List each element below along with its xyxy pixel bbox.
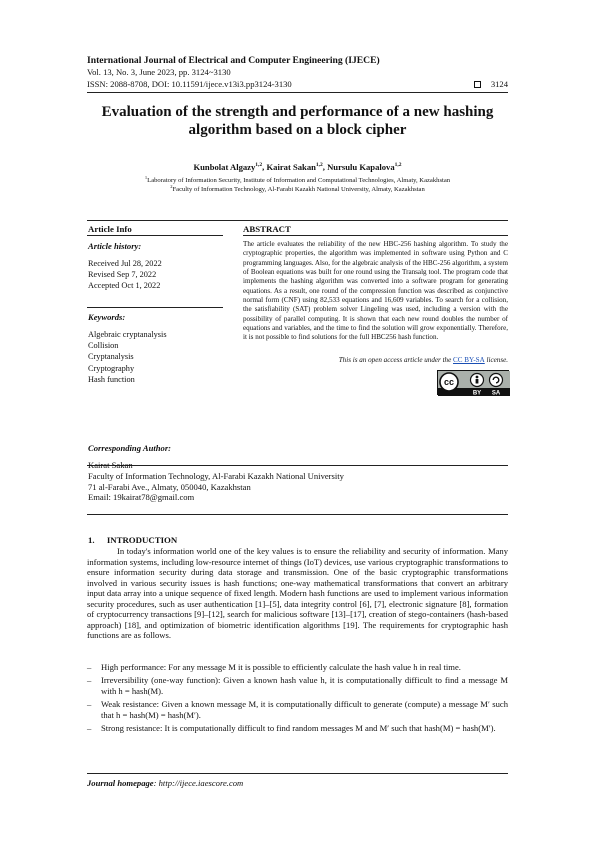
issn-doi: ISSN: 2088-8708, DOI: 10.11591/ijece.v13i3.pp3124-3130 <box>87 79 292 89</box>
license-post: license. <box>486 356 508 364</box>
bullet-text: High performance: For any message M it is possible to efficiently calculate the hash value h in real time. <box>101 662 461 672</box>
author-name: Kairat Sakan <box>266 162 316 172</box>
corresponding-heading: Corresponding Author: <box>88 443 172 453</box>
bullet-text: Strong resistance: It is computationally difficult to find random messages M and M′ such that hash(M) = hash(M′). <box>101 723 496 733</box>
dash-marker: – <box>87 675 92 685</box>
author-list: Kunbolat Algazy$^{1,2}$, Kairat Sakan$^{1,2}$, Nursulu Kapalova$^{1,2}$ <box>193 162 402 172</box>
author-sup: 1,2 <box>255 162 263 169</box>
keyword-item: Hash function <box>88 374 135 384</box>
abstract-heading: ABSTRACT <box>243 224 291 234</box>
intro-paragraph: In today's information world one of the key values is to ensure the reliability and security of information. Many information systems, including low-resource internet of things (IoT) devices, use various cryptographic transformations to ensure information security during data storage and transmission. One of the basic cryptographic transformations involved in various security issues is hash functions; one-way mathematical transformations that convert an arbitrary input data array into a unique sequence of fixed length. Modern hash functions are used to implement various information security procedures, such as user authentication [1]–[5], data integrity control [6], [7], electronic signature [8], formation of cryptocurrency transactions [9]–[12], search for malicious software [13]–[17], creation of stego-containers (hash-based approach) [18], and optimization of biometric identification algorithms [19]. The requirements for cryptographic hash functions are as follows. <box>87 546 508 641</box>
keywords-heading: Keywords: <box>88 312 126 322</box>
keyword-item: Cryptography <box>88 363 135 373</box>
accepted-date: Accepted Oct 1, 2022 <box>88 281 161 291</box>
revised-date: Revised Sep 7, 2022 <box>88 270 157 280</box>
homepage-label: Journal homepage <box>87 778 154 788</box>
affiliation-2 <box>87 184 508 193</box>
section-number: 1. <box>88 535 95 545</box>
corresponding-faculty: Faculty of Information Technology, Al-Farabi Kazakh National University <box>88 470 344 481</box>
bullet-text: Irreversibility (one-way function): Given a known hash value h, it is computationally difficult to find a message M with h = hash(M). <box>101 675 508 696</box>
by-text: BY <box>472 390 482 396</box>
bullet-item <box>87 662 508 673</box>
volume-info: Vol. 13, No. 3, June 2023, pp. 3124~3130 <box>87 67 231 77</box>
paper-title: Evaluation of the strength and performance of a new hashing algorithm based on a block cipher <box>101 104 494 138</box>
cc-text: cc <box>443 377 455 387</box>
affil-sup: 2 <box>170 184 173 189</box>
bullet-item <box>87 723 508 734</box>
bullet-item <box>87 699 508 720</box>
dash-marker: – <box>87 699 92 709</box>
page-number: 3124 <box>490 79 508 89</box>
info-top-rule <box>87 220 508 221</box>
keyword-item: Algebraic cryptanalysis <box>88 330 167 339</box>
homepage-url[interactable]: : http://ijece.iaescore.com <box>153 778 244 788</box>
sa-text: SA <box>491 390 501 396</box>
keyword-item: Collision <box>88 341 119 351</box>
author-sup: 1,2 <box>315 162 323 169</box>
author-sup: 1,2 <box>394 162 402 169</box>
license-line <box>243 356 508 364</box>
info-bottom-rule <box>87 514 508 515</box>
cc-badge-icon <box>438 371 510 396</box>
corresponding-address: 71 al-Farabi Ave., Almaty, 050040, Kazakhstan <box>88 481 251 492</box>
page-number-area <box>474 79 508 89</box>
bullet-text: Weak resistance: Given a known message M, it is computationally difficult to generate (compute) a message M′ such that h = hash(M) = hash(M′). <box>101 699 508 720</box>
keyword-item: Cryptanalysis <box>88 352 134 362</box>
history-heading: Article history: <box>88 241 142 251</box>
square-icon <box>474 81 481 88</box>
header-rule <box>87 92 508 93</box>
affil-sup: 1 <box>144 175 148 180</box>
corresponding-name: Kairat Sakan <box>88 460 133 470</box>
received-date: Received Jul 28, 2022 <box>88 259 162 268</box>
bullet-item <box>87 675 508 696</box>
affiliation-1 <box>87 175 508 184</box>
dash-marker: – <box>87 662 92 672</box>
license-pre: This is an open access article under the <box>338 356 452 364</box>
abstract-text: The article evaluates the reliability of the new HBC-256 hashing algorithm. To study the cryptographic properties, the algorithm was implemented in software using Python and C programming languages. Also, for the algebraic analysis of the HBC-256 algorithm, a system of Boolean equations was built for one round using the Transalg tool. The program code that implements the hashing algorithm was converted into a software program for generating equations. As a result, one round of the compression function was described as conjunctive normal form (CNF) using 82,533 equations and 16,609 variables. To search for a collision, the satisfiability (SAT) problem solver Lingeling was used, including a version with the possibility of parallel computing. It is shown that each new round doubles the number of equations and variables, and the time to find the solution will grow exponentially. Therefore, it is not possible to find solutions for the full HBC256 hash function. <box>243 240 508 342</box>
info-sub-rule <box>87 235 223 236</box>
section-title: INTRODUCTION <box>106 535 178 545</box>
affil-text: Laboratory of Information Security, Institute of Information and Computational Technologies, Almaty, Kazakhstan <box>147 177 451 185</box>
affil-text: Faculty of Information Technology, Al-Farabi Kazakh National University, Almaty, Kazakhstan <box>172 186 425 194</box>
history-list <box>88 258 162 292</box>
keywords-list <box>88 329 167 385</box>
cc-by-sa-link[interactable]: CC BY-SA <box>453 356 485 364</box>
dash-marker: – <box>87 723 92 733</box>
corresponding-block <box>88 460 344 503</box>
cc-by-sa-badge[interactable] <box>437 370 509 395</box>
keywords-rule <box>87 307 223 308</box>
author-name: Kunbolat Algazy <box>193 162 256 172</box>
author-name: Nursulu Kapalova <box>327 162 395 172</box>
section-heading <box>88 535 177 545</box>
article-info-heading: Article Info <box>88 224 132 234</box>
journal-homepage[interactable] <box>87 778 243 788</box>
journal-name: International Journal of Electrical and Computer Engineering (IJECE) <box>87 55 380 66</box>
corresponding-email[interactable]: Email: 19kairat78@gmail.com <box>88 492 195 503</box>
footer-rule <box>87 773 508 774</box>
abstract-sub-rule <box>243 235 508 236</box>
